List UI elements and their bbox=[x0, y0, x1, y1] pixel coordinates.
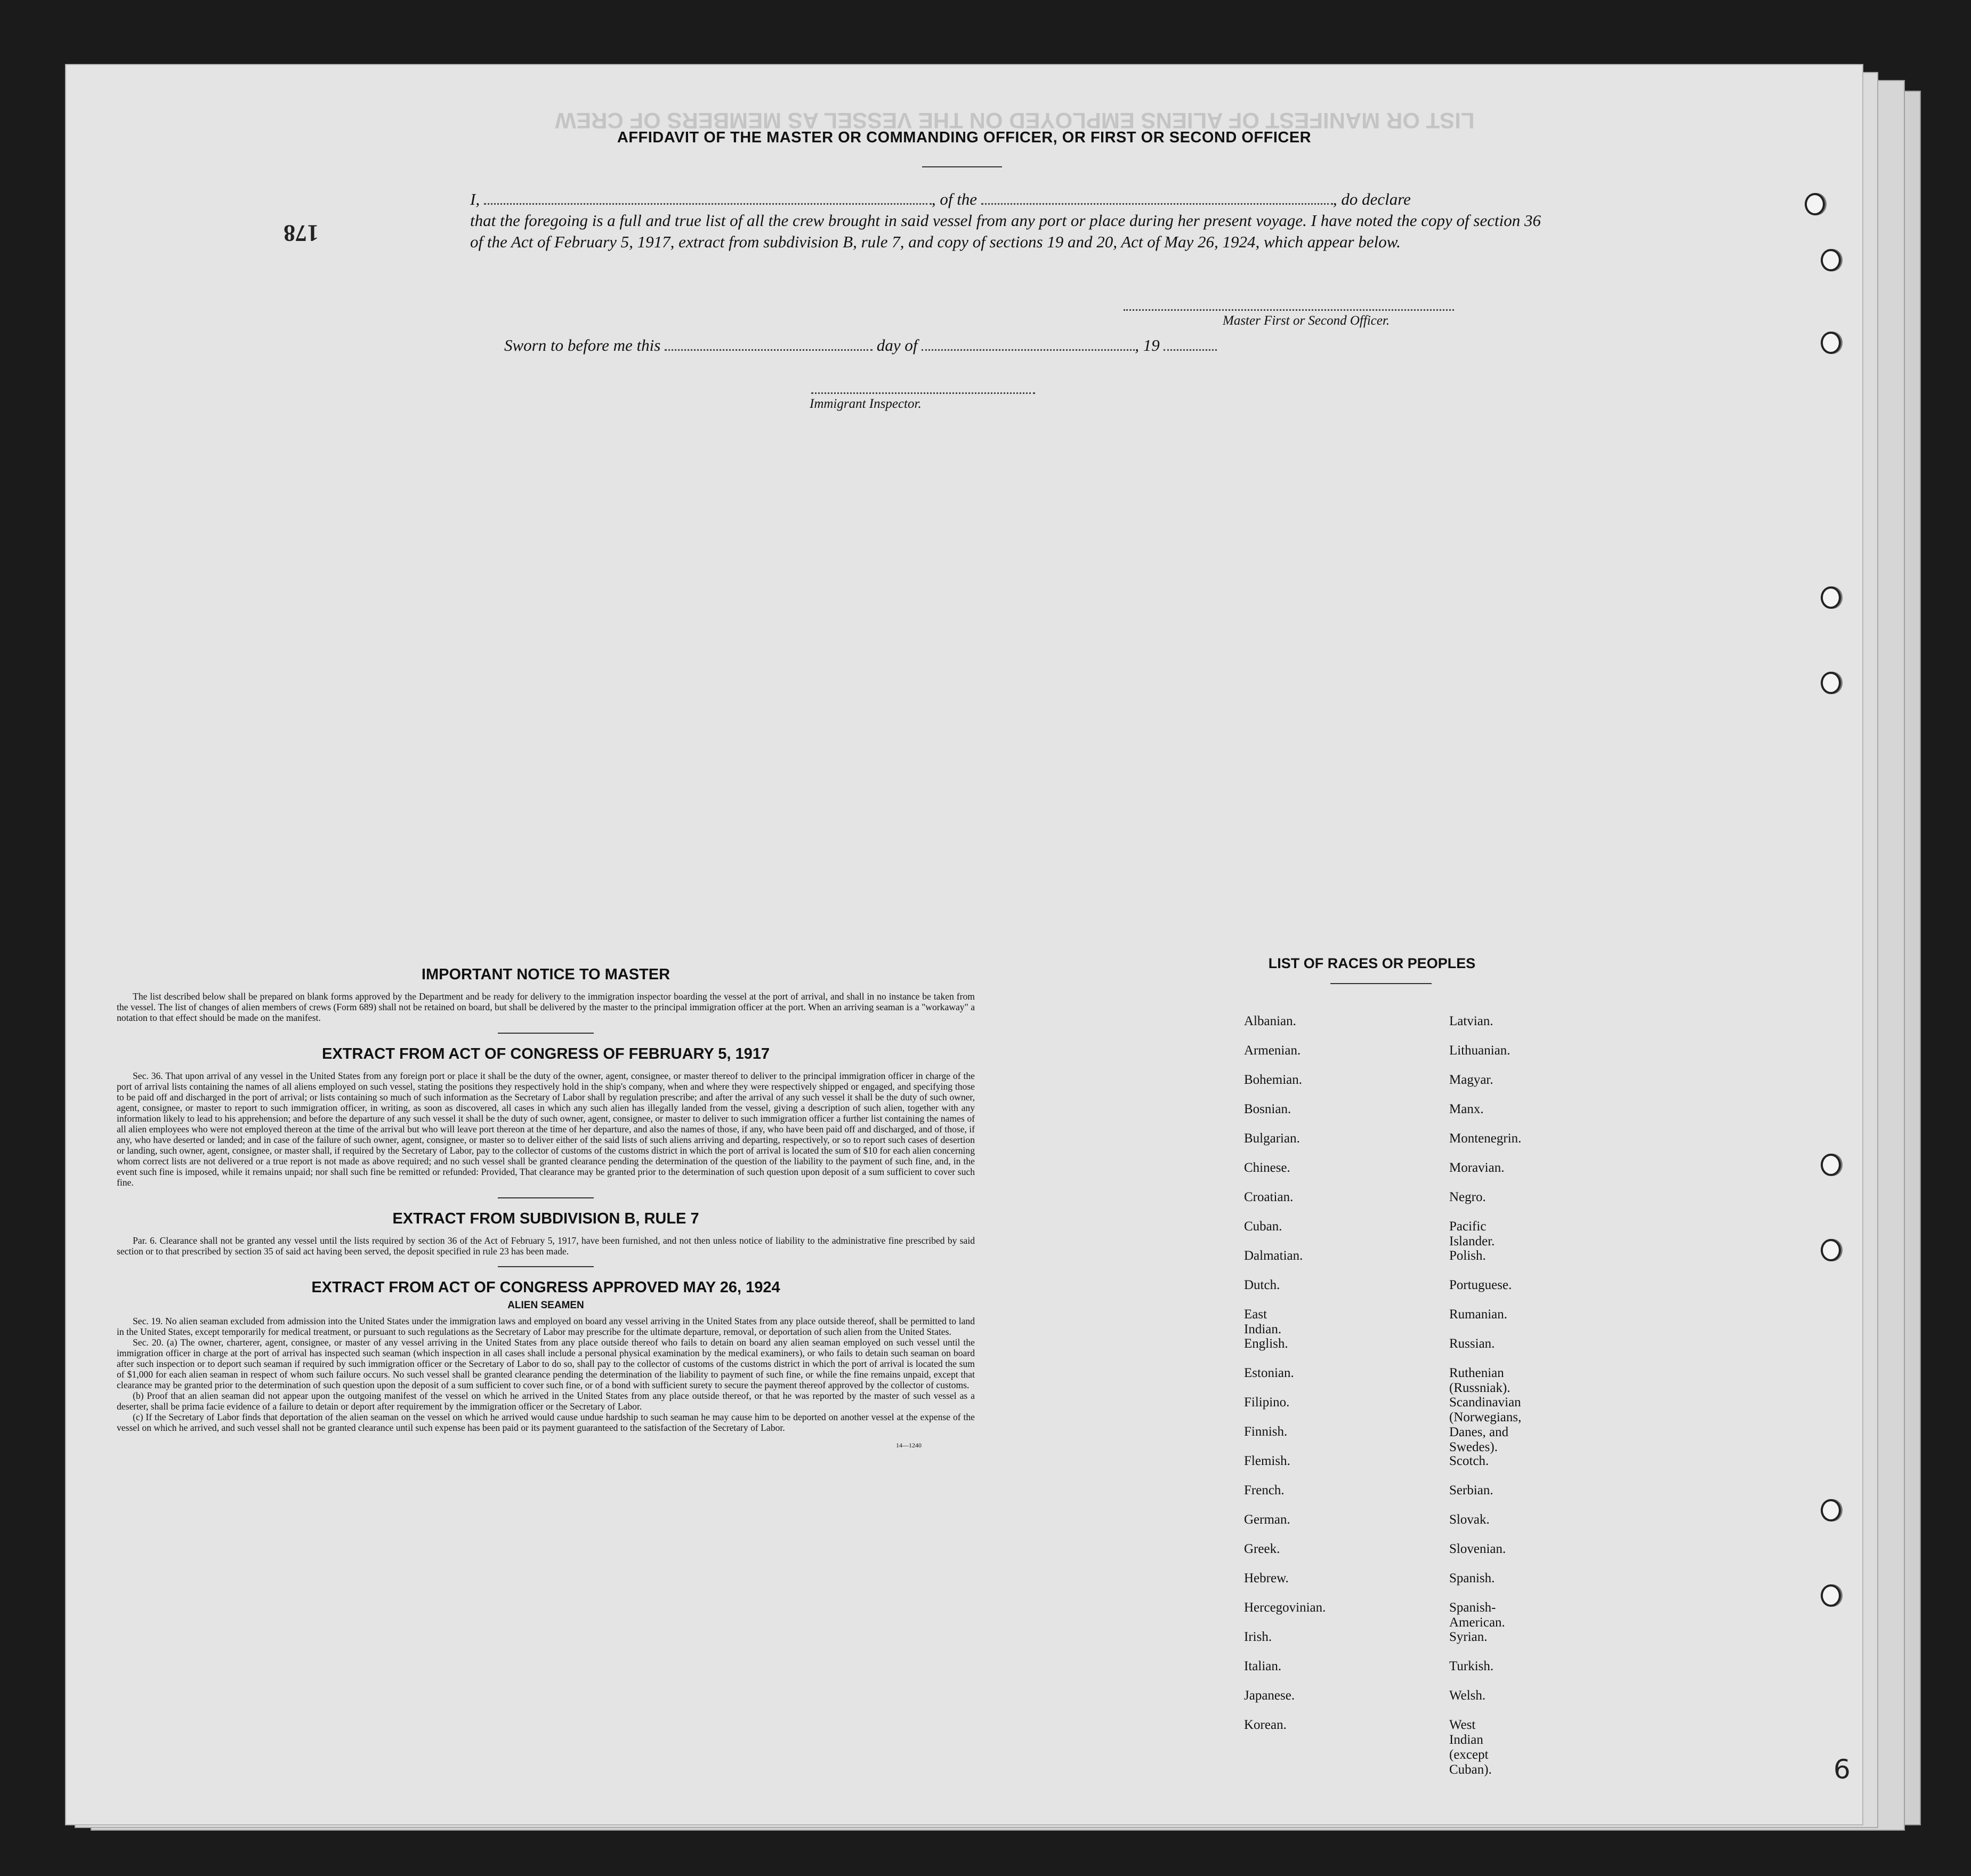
race-entry: Italian. bbox=[1244, 1659, 1282, 1673]
races-title-rule bbox=[1330, 983, 1432, 984]
binder-hole bbox=[1821, 332, 1841, 354]
race-entry: Turkish. bbox=[1449, 1659, 1494, 1673]
binder-hole bbox=[1821, 1154, 1841, 1176]
title-rule bbox=[922, 166, 1002, 167]
race-entry: Pacific Islander. bbox=[1449, 1219, 1495, 1249]
race-entry: Polish. bbox=[1449, 1249, 1486, 1263]
binder-hole bbox=[1805, 193, 1825, 215]
race-entry: Scandinavian (Norwegians, Danes, and Swedes). bbox=[1449, 1395, 1522, 1454]
name-field[interactable] bbox=[484, 190, 932, 205]
race-entry: Ruthenian (Russniak). bbox=[1449, 1366, 1510, 1395]
bleed-through-heading: LIST OR MANIFEST OF ALIENS EMPLOYED ON THE VESSEL AS MEMBERS OF CREW bbox=[555, 108, 1475, 133]
races-title: LIST OF RACES OR PEOPLES bbox=[1268, 955, 1476, 971]
section-20a: Sec. 20. (a) The owner, charterer, agent, consignee, or master of any vessel arriving in the United States from any place outside thereof who fails to detain on board any alien seaman employed on such vessel until the immigration officer in charge at the port of arrival has inspected such seaman (which inspection in all cases shall include a personal physical examination by the medical examiners), or who fails to detain such seaman on board after such inspection or to deport such seaman if required by such immigration officer or the Secretary of Labor to do so, shall pay to the collector of customs of the customs district in which the port of arrival is located the sum of $1,000 for each alien seaman in respect of whom such failure occurs. No such vessel shall be granted clearance pending the determination of the liability to payment of such fine, or while the fine remains unpaid, except that clearance may be granted prior to the determination of such question upon the deposit of a sum sufficient to cover such fine, or of a bond with sufficient surety to secure the payment thereof approved by the collector of customs. bbox=[117, 1337, 975, 1390]
race-entry: Russian. bbox=[1449, 1336, 1495, 1351]
race-entry: German. bbox=[1244, 1512, 1290, 1527]
race-entry: Hercegovinian. bbox=[1244, 1600, 1326, 1615]
race-entry: Dutch. bbox=[1244, 1278, 1280, 1292]
declaration-do-declare: , do declare bbox=[1332, 190, 1411, 208]
handwritten-page-number: 6 bbox=[1833, 1754, 1851, 1785]
race-entry: Slovak. bbox=[1449, 1512, 1490, 1527]
vessel-field[interactable] bbox=[981, 190, 1333, 205]
divider bbox=[498, 1266, 594, 1267]
race-entry: Negro. bbox=[1449, 1190, 1486, 1204]
sworn-month-field[interactable] bbox=[922, 336, 1135, 351]
inspector-signature-label: Immigrant Inspector. bbox=[810, 397, 922, 411]
race-entry: Moravian. bbox=[1449, 1161, 1505, 1175]
extract-1917-text: Sec. 36. That upon arrival of any vessel in the United States from any foreign port or place it shall be the duty of the owner, agent, consignee, or master thereof to deliver to the principal immigration officer in charge of the port of arrival lists containing the names of all aliens employed on such vessel, stating the positions they respectively hold in the ship's company, when and where they were respectively shipped or engaged, and specifying those to be paid off and discharged in the port of arrival; or lists containing so much of such information as the Secretary of Labor shall by regulation prescribe; and after the arrival of any such vessel it shall be the duty of such owner, agent, consignee, or master to report to such immigration officer, in writing, as soon as discovered, all cases in which any such alien has illegally landed from the vessel, giving a description of such alien, together with any information likely to lead to his apprehension; and before the departure of any such vessel it shall be the duty of such owner, agent, consignee, or master to deliver to such immigration officer a further list containing the names of all alien employees who were not employed thereon at the time of the arrival but who will leave port thereon at the time of her departure, and also the names of those, if any, who have been paid off and discharged, and of those, if any, who have deserted or landed; and in case of the failure of such owner, agent, consignee, or master so to deliver either of the said lists of such aliens arriving and departing, respectively, or so to report such cases of desertion or landing, such owner, agent, consignee, or master shall, if required by the Secretary of Labor, pay to the collector of customs of the customs district in which the port of arrival is located the sum of $10 for each alien concerning whom correct lists are not delivered or a true report is not made as above required; and no such vessel shall be granted clearance pending the determination of the question of the liability to the payment of such fine, and, in the event such fine is imposed, while it remains unpaid; nor shall such fine be remitted or refunded: Provided, That clearance may be granted prior to the determination of such question upon deposit of a sum sufficient to cover such fine. bbox=[117, 1070, 975, 1188]
extract-rule7-text: Par. 6. Clearance shall not be granted any vessel until the lists required by section 36 of the Act of February 5, 1917, have been furnished, and not then unless notice of liability to the administrative fine prescribed by said section or to that prescribed by section 35 of said act having been served, the deposit specified in rule 23 has been made. bbox=[117, 1235, 975, 1257]
binder-hole bbox=[1821, 1584, 1841, 1607]
race-entry: Serbian. bbox=[1449, 1483, 1493, 1497]
race-entry: Magyar. bbox=[1449, 1073, 1493, 1087]
notices-column bbox=[117, 966, 975, 1450]
race-entry: Filipino. bbox=[1244, 1395, 1290, 1410]
declaration-of-the: , of the bbox=[931, 190, 978, 208]
race-entry: French. bbox=[1244, 1483, 1285, 1497]
race-entry: Finnish. bbox=[1244, 1424, 1288, 1439]
alien-seamen-subtitle: ALIEN SEAMEN bbox=[507, 1300, 584, 1311]
divider bbox=[498, 1197, 594, 1198]
notice-text: The list described below shall be prepared on blank forms approved by the Department and be ready for delivery to the immigration inspector boarding the vessel at the port of arrival, and shall in no instance be taken from the vessel. The list of changes of alien members of crews (Form 689) shall not be retained on board, but shall be delivered by the master to the principal immigration officer at the port. When an arriving seaman is a "workaway" a notation to that effect should be made on the manifest. bbox=[117, 991, 975, 1023]
binder-hole bbox=[1821, 1239, 1841, 1261]
divider bbox=[498, 1033, 594, 1034]
declaration-i: I, bbox=[470, 190, 480, 208]
manifest-back-page bbox=[65, 64, 1863, 1825]
binder-hole bbox=[1821, 1499, 1841, 1521]
race-entry: Dalmatian. bbox=[1244, 1249, 1303, 1263]
affidavit-declaration bbox=[470, 189, 1547, 253]
race-entry: Bosnian. bbox=[1244, 1102, 1291, 1116]
race-entry: Rumanian. bbox=[1449, 1307, 1508, 1322]
races-list bbox=[1153, 955, 1590, 1777]
race-entry: Hebrew. bbox=[1244, 1571, 1289, 1585]
race-entry: Spanish. bbox=[1449, 1571, 1495, 1585]
race-entry: Armenian. bbox=[1244, 1043, 1301, 1058]
race-entry: Portuguese. bbox=[1449, 1278, 1512, 1292]
race-entry: Albanian. bbox=[1244, 1014, 1296, 1028]
binder-hole bbox=[1821, 672, 1841, 694]
race-entry: Spanish-American. bbox=[1449, 1600, 1505, 1630]
race-entry: Estonian. bbox=[1244, 1366, 1294, 1380]
inspector-signature-line[interactable] bbox=[811, 392, 1035, 394]
race-entry: Slovenian. bbox=[1449, 1542, 1506, 1556]
race-entry: Bulgarian. bbox=[1244, 1131, 1300, 1146]
extract-1924-title: EXTRACT FROM ACT OF CONGRESS APPROVED MAY 26, 1924 bbox=[311, 1279, 780, 1296]
binder-hole bbox=[1821, 249, 1841, 271]
race-entry: Greek. bbox=[1244, 1542, 1280, 1556]
race-entry: Latvian. bbox=[1449, 1014, 1493, 1028]
race-entry: Bohemian. bbox=[1244, 1073, 1303, 1087]
race-entry: Irish. bbox=[1244, 1630, 1272, 1644]
race-entry: Korean. bbox=[1244, 1718, 1287, 1732]
extract-1917-title: EXTRACT FROM ACT OF CONGRESS OF FEBRUARY 5, 1917 bbox=[321, 1045, 770, 1062]
race-entry: Croatian. bbox=[1244, 1190, 1294, 1204]
section-20b: (b) Proof that an alien seaman did not appear upon the outgoing manifest of the vessel on which he arrived in the United States from any place outside thereof, or that he was reported by the master of such vessel as a deserter, shall be prima facie evidence of a failure to detain or deport after requirement by the immigration officer or the Secretary of Labor. bbox=[117, 1390, 975, 1412]
race-entry: Japanese. bbox=[1244, 1688, 1295, 1703]
sworn-text: Sworn to before me this bbox=[504, 336, 661, 355]
race-entry: West Indian (except Cuban). bbox=[1449, 1718, 1492, 1777]
race-entry: Cuban. bbox=[1244, 1219, 1282, 1234]
race-entry: Lithuanian. bbox=[1449, 1043, 1510, 1058]
declaration-body: that the foregoing is a full and true list of all the crew brought in said vessel from any port or place during her present voyage. I have noted the copy of section 36 of the Act of February 5, 1917, extract from subdivision B, rule 7, and copy of sections 19 and 20, Act of May 26, 1924, which appear below. bbox=[470, 211, 1541, 251]
section-19: Sec. 19. No alien seaman excluded from admission into the United States under the immigration laws and employed on board any vessel arriving in the United States from any place outside thereof, shall be permitted to land in the United States, except temporarily for medical treatment, or pursuant to such regulations as the Secretary of Labor may prescribe for the ultimate departure, removal, or deportation of such alien from the United States. bbox=[117, 1316, 975, 1337]
extract-rule7-title: EXTRACT FROM SUBDIVISION B, RULE 7 bbox=[392, 1210, 699, 1227]
race-entry: Welsh. bbox=[1449, 1688, 1486, 1703]
master-signature-label: Master First or Second Officer. bbox=[1223, 313, 1390, 328]
race-entry: Chinese. bbox=[1244, 1161, 1290, 1175]
race-entry: English. bbox=[1244, 1336, 1288, 1351]
affidavit-title: AFFIDAVIT OF THE MASTER OR COMMANDING OFFICER, OR FIRST OR SECOND OFFICER bbox=[617, 129, 1312, 146]
race-entry: East Indian. bbox=[1244, 1307, 1282, 1336]
section-20c: (c) If the Secretary of Labor finds that deportation of the alien seaman on the vessel on which he arrived would cause undue hardship to such seaman he may cause him to be deported on another vessel at the expense of the vessel on which he arrived, and such vessel shall not be granted clearance until such expense has been paid or its payment guaranteed to the satisfaction of the Secretary of Labor. bbox=[117, 1412, 975, 1433]
sworn-year-field[interactable] bbox=[1164, 336, 1217, 351]
notice-title: IMPORTANT NOTICE TO MASTER bbox=[421, 966, 671, 983]
race-entry: Flemish. bbox=[1244, 1454, 1290, 1468]
page-stamp-number: 178 bbox=[284, 220, 319, 246]
race-entry: Montenegrin. bbox=[1449, 1131, 1522, 1146]
sworn-date-field[interactable] bbox=[665, 336, 873, 351]
sworn-year-prefix: , 19 bbox=[1135, 336, 1160, 355]
race-entry: Scotch. bbox=[1449, 1454, 1489, 1468]
master-signature-line[interactable] bbox=[1124, 309, 1454, 311]
race-entry: Syrian. bbox=[1449, 1630, 1488, 1644]
sworn-statement bbox=[504, 336, 1217, 355]
sworn-day-of: day of bbox=[876, 336, 918, 355]
form-number: 14—1240 bbox=[896, 1442, 922, 1449]
binder-hole bbox=[1821, 586, 1841, 609]
race-entry: Manx. bbox=[1449, 1102, 1484, 1116]
extract-1924-text bbox=[117, 1316, 975, 1433]
